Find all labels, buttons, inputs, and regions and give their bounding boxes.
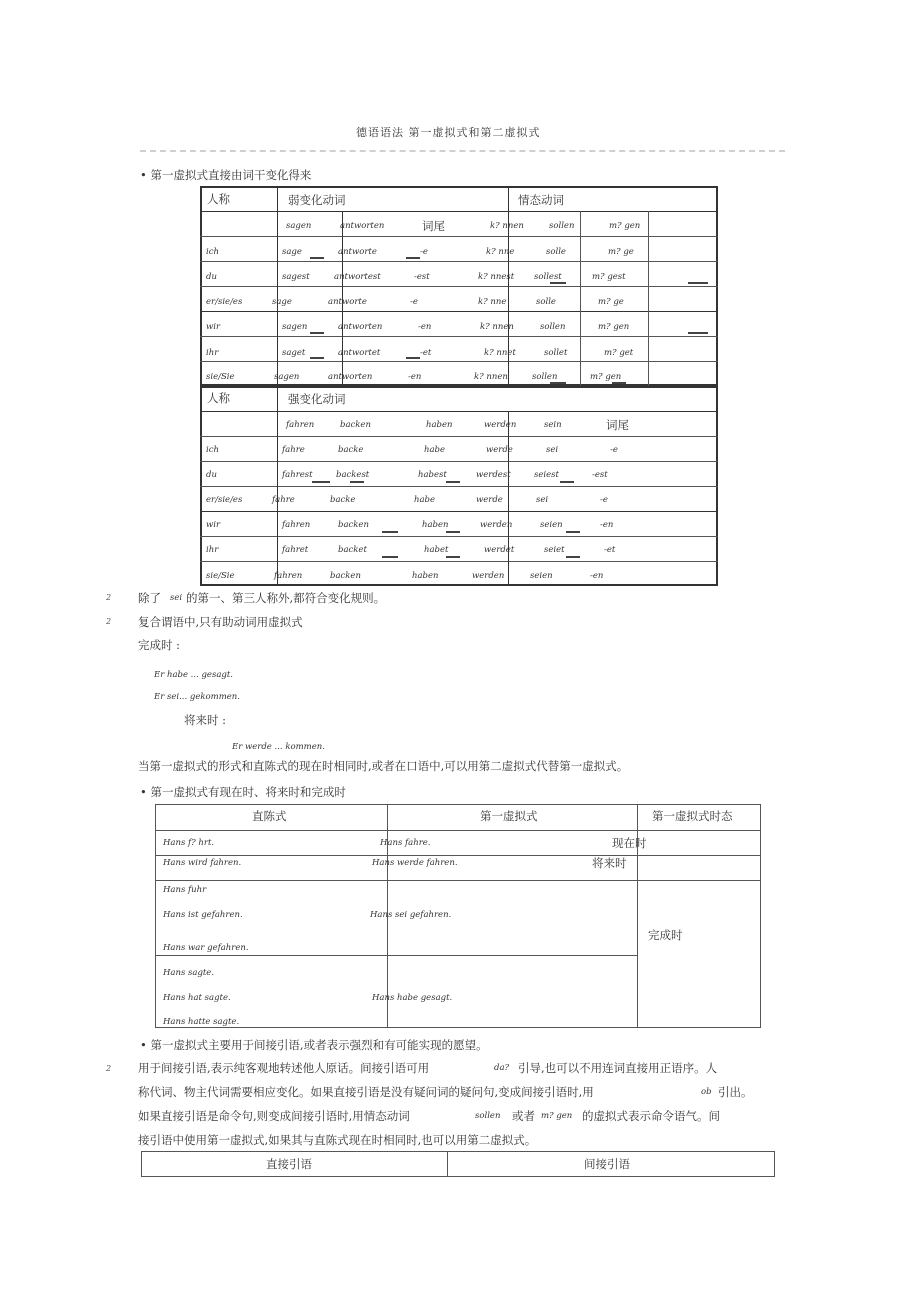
form-cell: solle (536, 297, 556, 307)
usage-term: sollen (475, 1111, 501, 1121)
form-cell: m? gen (598, 322, 630, 332)
note-text: 复合谓语中,只有助动词用虚拟式 (138, 615, 303, 629)
verb-header: antworten (340, 221, 385, 231)
form-cell: werden (472, 571, 505, 581)
tense-cell: 现在时 (612, 836, 647, 850)
indicative-cell: Hans f? hrt. (163, 838, 215, 848)
form-cell: -en (418, 322, 432, 332)
form-cell: m? gest (592, 272, 626, 282)
tense-cell: 将来时 (592, 856, 627, 870)
form-cell: habest (418, 470, 447, 480)
form-cell: -en (600, 520, 614, 530)
form-cell: antworte (338, 247, 377, 257)
title-divider (140, 150, 785, 152)
konjunktiv-cell: Hans fahre. (380, 838, 431, 848)
konjunktiv-cell: Hans werde fahren. (372, 858, 458, 868)
form-cell: seien (540, 520, 563, 530)
form-cell: werde (476, 495, 503, 505)
form-cell: -e (420, 247, 428, 257)
form-cell: -e (410, 297, 418, 307)
verb-header: sagen (286, 221, 312, 231)
modal-group-label: 情态动词 (518, 193, 564, 207)
form-cell: -et (604, 545, 616, 555)
usage-term: da? (494, 1063, 510, 1073)
person-cell: ihr (206, 348, 219, 358)
form-cell: -en (590, 571, 604, 581)
form-cell: backen (338, 520, 369, 530)
indicative-cell: Hans ist gefahren. (163, 910, 243, 920)
form-cell: antworten (328, 372, 373, 382)
form-cell: -est (414, 272, 430, 282)
form-cell: sollest (534, 272, 562, 282)
verb-header: sollen (549, 221, 575, 231)
form-cell: -est (592, 470, 608, 480)
person-cell: er/sie/es (206, 495, 243, 505)
form-cell: sagen (282, 322, 308, 332)
form-cell: fahren (282, 520, 311, 530)
form-cell: sage (272, 297, 292, 307)
form-cell: haben (412, 571, 439, 581)
person-label: 人称 (207, 391, 230, 405)
form-cell: k? nnest (478, 272, 515, 282)
form-cell: -e (600, 495, 608, 505)
form-cell: haben (422, 520, 449, 530)
person-cell: er/sie/es (206, 297, 243, 307)
person-cell: sie/Sie (206, 372, 235, 382)
form-cell: k? nnen (474, 372, 508, 382)
form-cell: m? gen (590, 372, 622, 382)
verb-header: m? gen (609, 221, 641, 231)
verb-header: fahren (286, 420, 315, 430)
form-cell: k? nnet (484, 348, 516, 358)
usage-text: 称代词、物主代词需要相应变化。如果直接引语是没有疑问词的疑问句,变成间接引语时,用 (138, 1085, 594, 1099)
person-cell: wir (206, 322, 221, 332)
form-cell: k? nnen (480, 322, 514, 332)
form-cell: sollen (540, 322, 566, 332)
form-cell: werdet (484, 545, 515, 555)
example-sentence: Er sei... gekommen. (154, 692, 240, 702)
indicative-cell: Hans hatte sagte. (163, 1017, 240, 1027)
form-cell: fahre (272, 495, 295, 505)
verb-header: sein (544, 420, 562, 430)
note-text: 除了 (138, 591, 161, 605)
form-cell: sei (536, 495, 549, 505)
form-cell: k? nne (486, 247, 515, 257)
form-cell: fahret (282, 545, 309, 555)
form-cell: -e (610, 445, 618, 455)
intro-bullet: • 第一虚拟式直接由词干变化得来 (140, 168, 312, 182)
col-header: 第一虚拟式 (480, 809, 538, 823)
ending-label: 词尾 (606, 418, 629, 432)
form-cell: fahren (274, 571, 303, 581)
person-cell: du (206, 272, 217, 282)
person-cell: ihr (206, 545, 219, 555)
replace-note: 当第一虚拟式的形式和直陈式的现在时相同时,或者在口语中,可以用第二虚拟式代替第一虚拟式。 (138, 759, 629, 773)
form-cell: backen (330, 571, 361, 581)
form-cell: habe (414, 495, 436, 505)
form-cell: saget (282, 348, 306, 358)
note-term: sei (170, 593, 183, 603)
konjunktiv-cell: Hans habe gesagt. (372, 993, 453, 1003)
form-cell: sagest (282, 272, 310, 282)
konjunktiv-cell: Hans sei gefahren. (370, 910, 452, 920)
example-sentence: Er habe ... gesagt. (154, 670, 233, 680)
col-header: 直陈式 (252, 809, 287, 823)
form-cell: sei (546, 445, 559, 455)
col-header: 间接引语 (584, 1157, 630, 1171)
usage-text: 或者 (512, 1109, 535, 1123)
form-cell: fahrest (282, 470, 313, 480)
form-cell: habe (424, 445, 446, 455)
form-cell: m? ge (608, 247, 634, 257)
future-label: 将来时 : (184, 713, 227, 727)
form-cell: -en (408, 372, 422, 382)
form-cell: antworten (338, 322, 383, 332)
person-label: 人称 (207, 192, 230, 206)
form-cell: antwortest (334, 272, 381, 282)
usage-bullet: • 第一虚拟式主要用于间接引语,或者表示强烈和有可能实现的愿望。 (140, 1038, 488, 1052)
perfect-label: 完成时 : (138, 638, 181, 652)
tense-cell: 完成时 (648, 928, 683, 942)
ending-label: 词尾 (422, 219, 445, 233)
person-cell: ich (206, 445, 219, 455)
form-cell: sagen (274, 372, 300, 382)
person-cell: ich (206, 247, 219, 257)
tense-bullet: • 第一虚拟式有现在时、将来时和完成时 (140, 785, 346, 799)
indicative-cell: Hans wird fahren. (163, 858, 242, 868)
usage-term: m? gen (541, 1111, 573, 1121)
indicative-cell: Hans sagte. (163, 968, 215, 978)
note-number: 2 (106, 1064, 112, 1073)
form-cell: backe (330, 495, 356, 505)
indicative-cell: Hans hat sagte. (163, 993, 231, 1003)
verb-header: k? nnen (490, 221, 524, 231)
strong-group-label: 强变化动词 (288, 392, 346, 406)
form-cell: werden (480, 520, 513, 530)
usage-text: 用于间接引语,表示纯客观地转述他人原话。间接引语可用 (138, 1061, 430, 1075)
form-cell: sollet (544, 348, 568, 358)
weak-group-label: 弱变化动词 (288, 193, 346, 207)
form-cell: backest (336, 470, 370, 480)
form-cell: -et (420, 348, 432, 358)
note-number: 2 (106, 593, 112, 602)
indicative-cell: Hans war gefahren. (163, 943, 249, 953)
form-cell: k? nne (478, 297, 507, 307)
form-cell: solle (546, 247, 566, 257)
form-cell: seiest (534, 470, 559, 480)
form-cell: m? get (604, 348, 634, 358)
usage-text: 如果直接引语是命令句,则变成间接引语时,用情态动词 (138, 1109, 410, 1123)
col-header: 直接引语 (266, 1157, 312, 1171)
usage-text: 引出。 (718, 1085, 753, 1099)
usage-text: 引导,也可以不用连词直接用正语序。人 (518, 1061, 718, 1075)
person-cell: sie/Sie (206, 571, 235, 581)
usage-term: ob (701, 1087, 712, 1097)
page-title: 德语语法 第一虚拟式和第二虚拟式 (356, 126, 541, 139)
form-cell: habet (424, 545, 449, 555)
form-cell: seien (530, 571, 553, 581)
form-cell: fahre (282, 445, 305, 455)
verb-header: backen (340, 420, 371, 430)
note-number: 2 (106, 617, 112, 626)
usage-text: 的虚拟式表示命令语气。间 (582, 1109, 720, 1123)
example-sentence: Er werde ... kommen. (232, 742, 325, 752)
note-text: 的第一、第三人称外,都符合变化规则。 (186, 591, 386, 605)
form-cell: m? ge (598, 297, 624, 307)
indicative-cell: Hans fuhr (163, 885, 207, 895)
form-cell: werdest (476, 470, 511, 480)
form-cell: backet (338, 545, 367, 555)
form-cell: antwortet (338, 348, 381, 358)
verb-header: werden (484, 420, 517, 430)
form-cell: sage (282, 247, 302, 257)
usage-text: 接引语中使用第一虚拟式,如果其与直陈式现在时相同时,也可以用第二虚拟式。 (138, 1133, 537, 1147)
person-cell: du (206, 470, 217, 480)
form-cell: antworte (328, 297, 367, 307)
form-cell: werde (486, 445, 513, 455)
form-cell: backe (338, 445, 364, 455)
form-cell: seiet (544, 545, 565, 555)
form-cell: sollen (532, 372, 558, 382)
col-header: 第一虚拟式时态 (652, 809, 733, 823)
person-cell: wir (206, 520, 221, 530)
verb-header: haben (426, 420, 453, 430)
